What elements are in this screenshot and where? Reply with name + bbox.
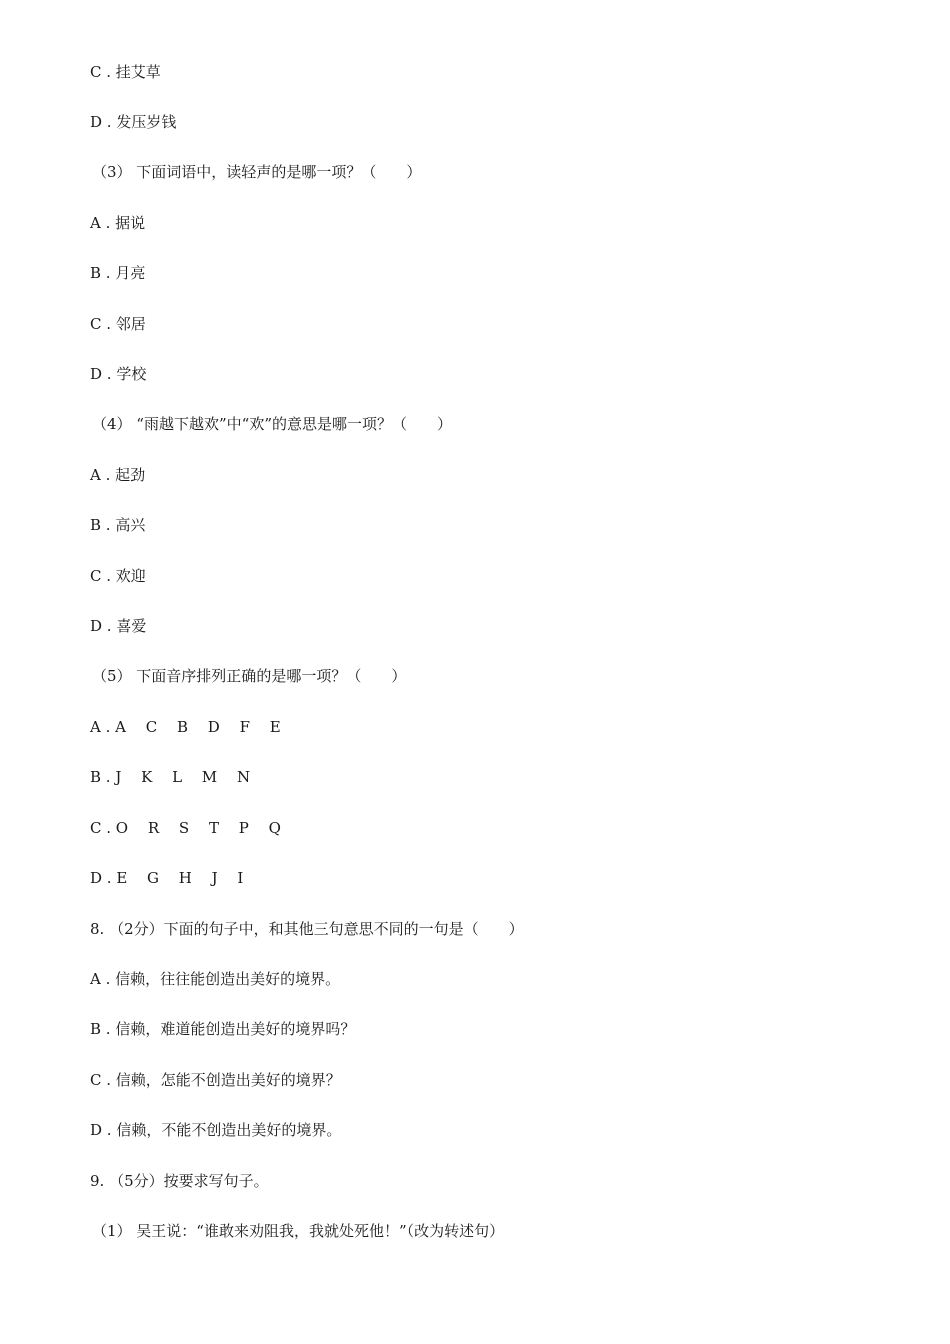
question-8: 8. （2分）下面的句子中，和其他三句意思不同的一句是（ ）	[90, 920, 524, 938]
sub-question-9-1: （1） 吴王说：“谁敢来劝阻我，我就处死他！”（改为转述句）	[92, 1222, 505, 1240]
sub-question-4: （4） “雨越下越欢”中“欢”的意思是哪一项？（ ）	[92, 415, 452, 433]
option-d-q3: D . 学校	[90, 365, 147, 383]
sub-question-5: （5） 下面音序排列正确的是哪一项？（ ）	[92, 667, 407, 685]
option-d-q4: D . 喜爱	[90, 617, 147, 635]
option-c-q2: C . 挂艾草	[90, 63, 161, 81]
option-c-q8: C . 信赖，怎能不创造出美好的境界？	[90, 1071, 341, 1089]
option-b-q8: B . 信赖，难道能创造出美好的境界吗？	[90, 1020, 356, 1038]
option-a-q3: A . 据说	[90, 214, 146, 232]
option-a-q4: A . 起劲	[90, 466, 146, 484]
option-c-q4: C . 欢迎	[90, 567, 146, 585]
option-b-q5: B . J K L M N	[90, 768, 251, 786]
option-a-q8: A . 信赖，往往能创造出美好的境界。	[90, 970, 341, 988]
option-d-q8: D . 信赖，不能不创造出美好的境界。	[90, 1121, 342, 1139]
option-c-q3: C . 邻居	[90, 315, 146, 333]
question-9: 9. （5分）按要求写句子。	[90, 1172, 269, 1190]
option-c-q5: C . O R S T P Q	[90, 819, 281, 837]
option-a-q5: A . A C B D F E	[90, 718, 281, 736]
option-b-q4: B . 高兴	[90, 516, 146, 534]
option-b-q3: B . 月亮	[90, 264, 146, 282]
option-d-q5: D . E G H J I	[90, 869, 244, 887]
option-d-q2: D . 发压岁钱	[90, 113, 177, 131]
sub-question-3: （3） 下面词语中，读轻声的是哪一项？（ ）	[92, 163, 422, 181]
